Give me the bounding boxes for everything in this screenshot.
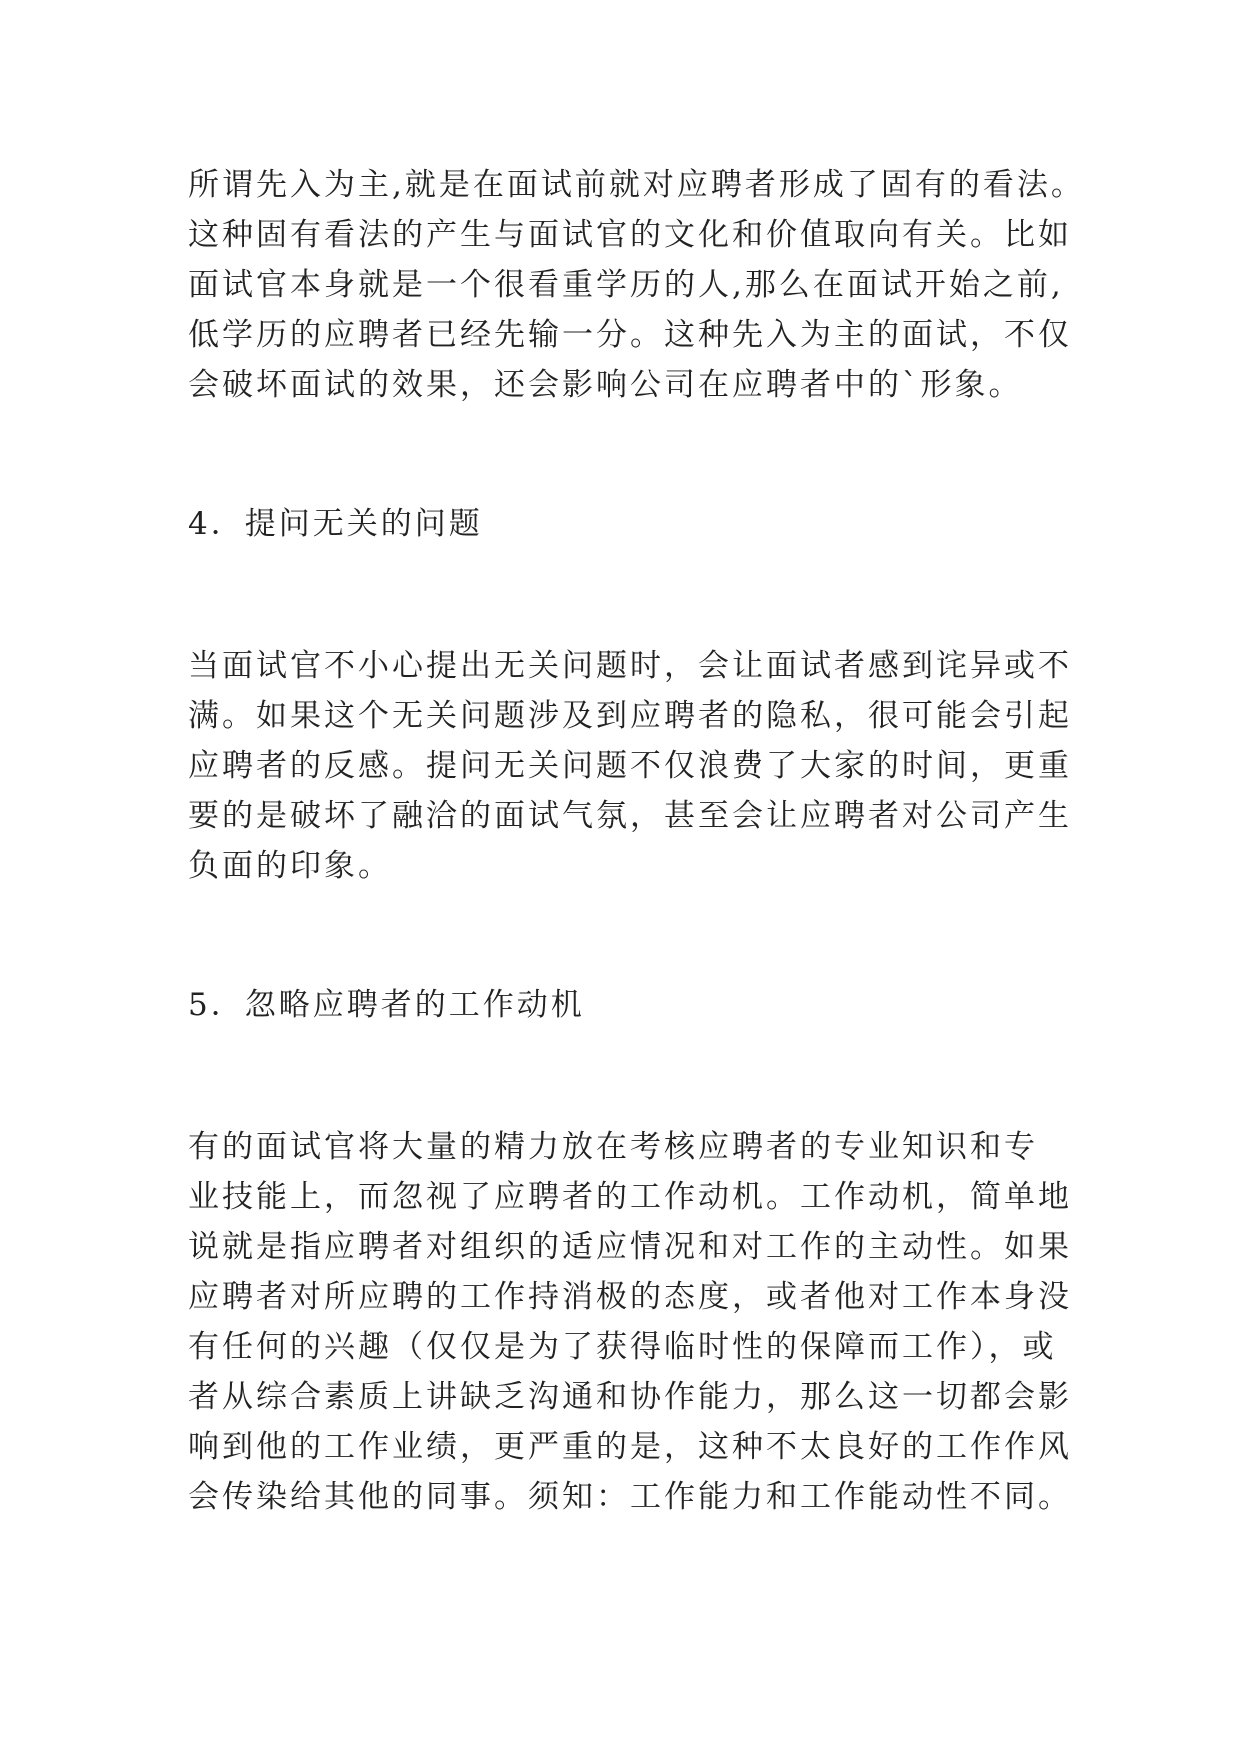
paragraph-prejudgment xyxy=(188,160,1088,410)
paragraph-work-motivation xyxy=(188,1122,1088,1522)
text-line: 会破坏面试的效果，还会影响公司在应聘者中的`形象。 xyxy=(188,367,1023,403)
text-line: 会传染给其他的同事。须知：工作能力和工作能动性不同。 xyxy=(188,1479,1072,1515)
text-line: 负面的印象。 xyxy=(188,848,392,884)
section-heading-4: 4．提问无关的问题 xyxy=(188,506,483,542)
text-line: 应聘者的反感。提问无关问题不仅浪费了大家的时间，更重 xyxy=(188,748,1072,784)
text-line: 应聘者对所应聘的工作持消极的态度，或者他对工作本身没 xyxy=(188,1279,1072,1315)
document-body xyxy=(188,160,1088,1522)
text-line: 面试官本身就是一个很看重学历的人,那么在面试开始之前, xyxy=(188,267,1064,303)
paragraph-irrelevant-questions xyxy=(188,641,1088,891)
text-line: 低学历的应聘者已经先输一分。这种先入为主的面试，不仅 xyxy=(188,317,1072,353)
section-heading-5: 5．忽略应聘者的工作动机 xyxy=(188,987,585,1023)
text-line: 说就是指应聘者对组织的适应情况和对工作的主动性。如果 xyxy=(188,1229,1072,1265)
text-line: 有任何的兴趣（仅仅是为了获得临时性的保障而工作），或 xyxy=(188,1329,1057,1365)
text-line: 这种固有看法的产生与面试官的文化和价值取向有关。比如 xyxy=(188,217,1072,253)
text-line: 响到他的工作业绩，更严重的是，这种不太良好的工作作风 xyxy=(188,1429,1072,1465)
text-line: 满。如果这个无关问题涉及到应聘者的隐私，很可能会引起 xyxy=(188,698,1072,734)
text-line: 业技能上，而忽视了应聘者的工作动机。工作动机，简单地 xyxy=(188,1179,1072,1215)
text-line: 要的是破坏了融洽的面试气氛，甚至会让应聘者对公司产生 xyxy=(188,798,1072,834)
text-line: 所谓先入为主,就是在面试前就对应聘者形成了固有的看法。 xyxy=(188,167,1085,203)
text-line: 有的面试官将大量的精力放在考核应聘者的专业知识和专 xyxy=(188,1129,1038,1165)
text-line: 当面试官不小心提出无关问题时，会让面试者感到诧异或不 xyxy=(188,648,1072,684)
text-line: 者从综合素质上讲缺乏沟通和协作能力，那么这一切都会影 xyxy=(188,1379,1072,1415)
